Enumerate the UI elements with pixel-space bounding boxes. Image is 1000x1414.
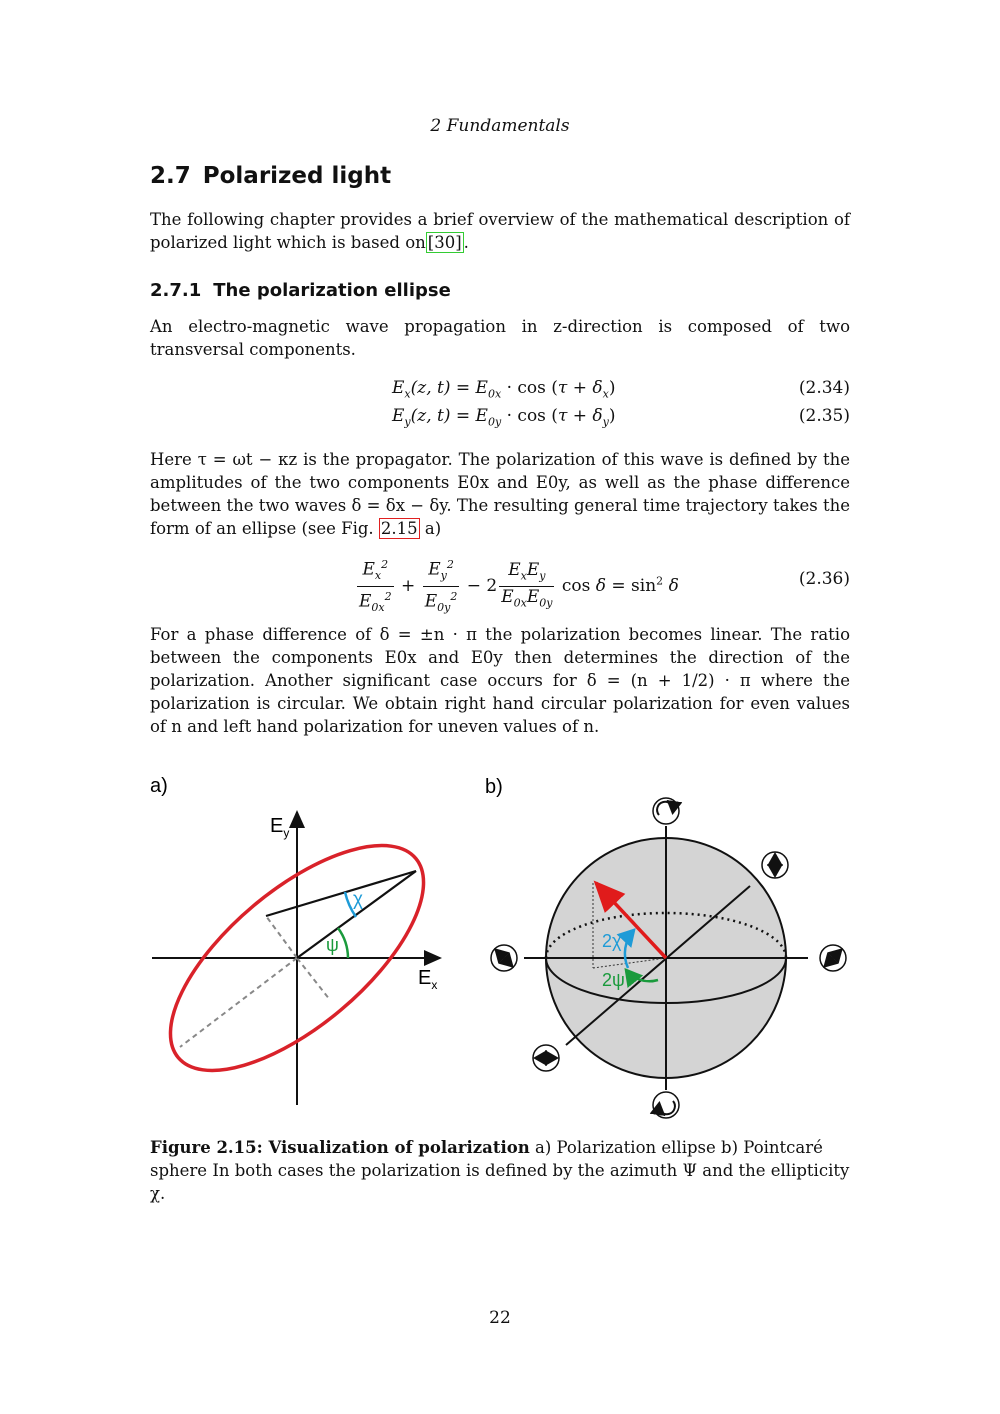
equation-tag: (2.35) (798, 406, 850, 426)
section-title: Polarized light (202, 163, 392, 189)
intro-text: The following chapter provides a brief overview of the mathematical description of polarized light which is based on (150, 210, 850, 252)
major-axis-dashed (297, 958, 330, 1000)
caption-text: a) Polarization ellipse b) Pointcaré sphere In both cases the polarization is defined by the azimuth Ψ and the ellipticity χ. (150, 1138, 850, 1203)
vertical-linear-icon (762, 852, 788, 878)
equation-body: $E_x(z$, $t) = E_{0x} \cdot \cos (\tau + \delta_x)$ (392, 378, 616, 401)
running-head: 2 Fundamentals (430, 116, 570, 136)
subsection-number: 2.7.1 (150, 280, 202, 301)
caption-title: Figure 2.15: Visualization of polarization (150, 1138, 530, 1157)
poincare-sphere-diagram (491, 798, 846, 1118)
minor-axis-dashed (180, 958, 297, 1047)
right-circular-icon (653, 798, 679, 824)
diagonal-plus-icon (820, 945, 846, 971)
left-circular-icon (653, 1092, 679, 1118)
panel-a-label: a) (150, 775, 168, 797)
polarization-ellipse-diagram (135, 806, 460, 1109)
paragraph-wave: An electro-magnetic wave propagation in z-direction is composed of two transversal components. (150, 317, 850, 359)
panel-b-label: b) (485, 776, 503, 798)
equation-tag: (2.36) (798, 569, 850, 589)
citation-link[interactable]: [30] (427, 233, 462, 252)
subsection-title: The polarization ellipse (213, 280, 451, 301)
psi-arc (338, 928, 348, 958)
equation-body: $\frac{E_x^2}{E_{0x}^2}$ + $\frac{E_y^2}{E_{0y}^2}$ − 2 $\frac{E_xE_y}{E_{0x}E_{0y}}$ $\cos \delta = \sin^2 \delta$ (355, 555, 679, 618)
figure-reference-link[interactable]: 2.15 (380, 519, 418, 538)
psi-label: ψ (326, 935, 339, 955)
propagator-text: Here τ = ωt − κz is the propagator. The polarization of this wave is defined by the amplitudes of the two components E0x and E0y, as well as the phase difference between the two waves δ = δx − δy. The resulting general time trajectory takes the form of an ellipse (see Fig. (150, 450, 850, 538)
x-axis-label: $E_x$ (418, 967, 438, 992)
intro-end: . (463, 233, 469, 252)
page-number: 22 (489, 1308, 511, 1328)
two-psi-label: 2ψ (602, 970, 625, 990)
chi-label: χ (353, 889, 363, 910)
figure-caption (150, 1136, 850, 1205)
y-axis-label: $E_y$ (270, 815, 290, 840)
propagator-end: a) (419, 519, 442, 538)
minor-dashed (266, 916, 297, 958)
paragraph-phase: For a phase difference of δ = ±n · π the polarization becomes linear. The ratio between the components E0x and E0y then determines the direction of the polarization. Another significant case occurs for δ = (n + 1/2) · π where the polarization is circular. We obtain right hand circular polarization for even values of n and left hand polarization for uneven values of n. (150, 625, 850, 736)
diagonal-minus-icon (491, 945, 517, 971)
equation-body: $E_y(z$, $t) = E_{0y} \cdot \cos (\tau + \delta_y)$ (392, 406, 616, 429)
horizontal-linear-icon (533, 1045, 559, 1071)
section-number: 2.7 (150, 163, 191, 189)
equation-tag: (2.34) (798, 378, 850, 398)
two-chi-label: 2χ (602, 931, 622, 951)
